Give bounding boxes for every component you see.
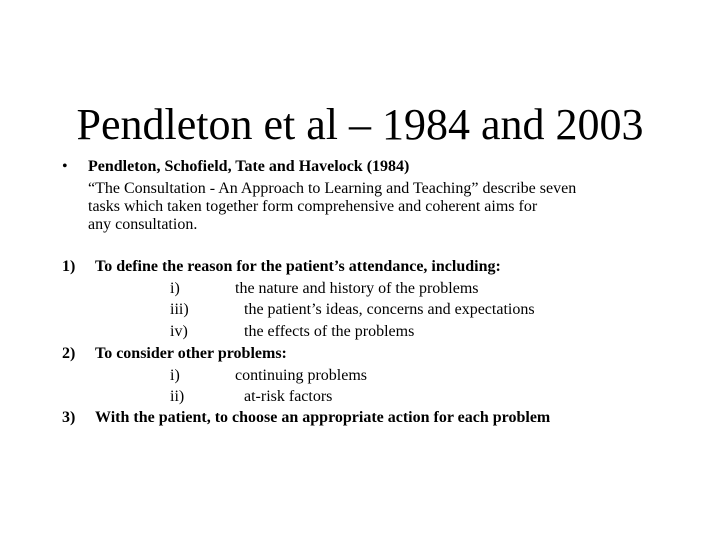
sub-item-marker: iii) xyxy=(170,301,189,318)
item-number: 3) xyxy=(62,409,76,426)
bullet-icon: • xyxy=(62,158,68,175)
numbered-item-2 xyxy=(62,344,287,364)
sub-item xyxy=(170,387,332,407)
bullet-heading: Pendleton, Schofield, Tate and Havelock (1984) xyxy=(88,158,410,175)
sub-item-text: the nature and history of the problems xyxy=(235,280,479,297)
bullet-body-line: tasks which taken together form comprehensive and coherent aims for xyxy=(88,198,538,215)
item-label: To define the reason for the patient’s attendance, including: xyxy=(95,258,501,275)
item-label: To consider other problems: xyxy=(95,345,287,362)
item-number: 2) xyxy=(62,345,76,362)
sub-item-text: the effects of the problems xyxy=(244,323,415,340)
sub-item xyxy=(170,279,479,299)
sub-item-text: the patient’s ideas, concerns and expectations xyxy=(244,301,535,318)
sub-item xyxy=(170,366,367,386)
bullet-heading-row xyxy=(62,157,409,177)
sub-item-text: continuing problems xyxy=(235,367,367,384)
sub-item-marker: ii) xyxy=(170,388,185,405)
sub-item xyxy=(170,300,535,320)
sub-item-text: at-risk factors xyxy=(244,388,333,405)
numbered-item-3 xyxy=(62,408,550,428)
sub-item-marker: i) xyxy=(170,367,180,384)
item-number: 1) xyxy=(62,258,76,275)
sub-item-marker: iv) xyxy=(170,323,188,340)
item-label: With the patient, to choose an appropriate action for each problem xyxy=(95,409,551,426)
slide-title: Pendleton et al – 1984 and 2003 xyxy=(76,100,644,150)
bullet-body xyxy=(88,180,688,234)
bullet-body-line: “The Consultation - An Approach to Learning and Teaching” describe seven xyxy=(88,180,577,197)
numbered-item-1 xyxy=(62,257,501,277)
sub-item-marker: i) xyxy=(170,280,180,297)
bullet-body-line: any consultation. xyxy=(88,216,198,233)
sub-item xyxy=(170,322,414,342)
